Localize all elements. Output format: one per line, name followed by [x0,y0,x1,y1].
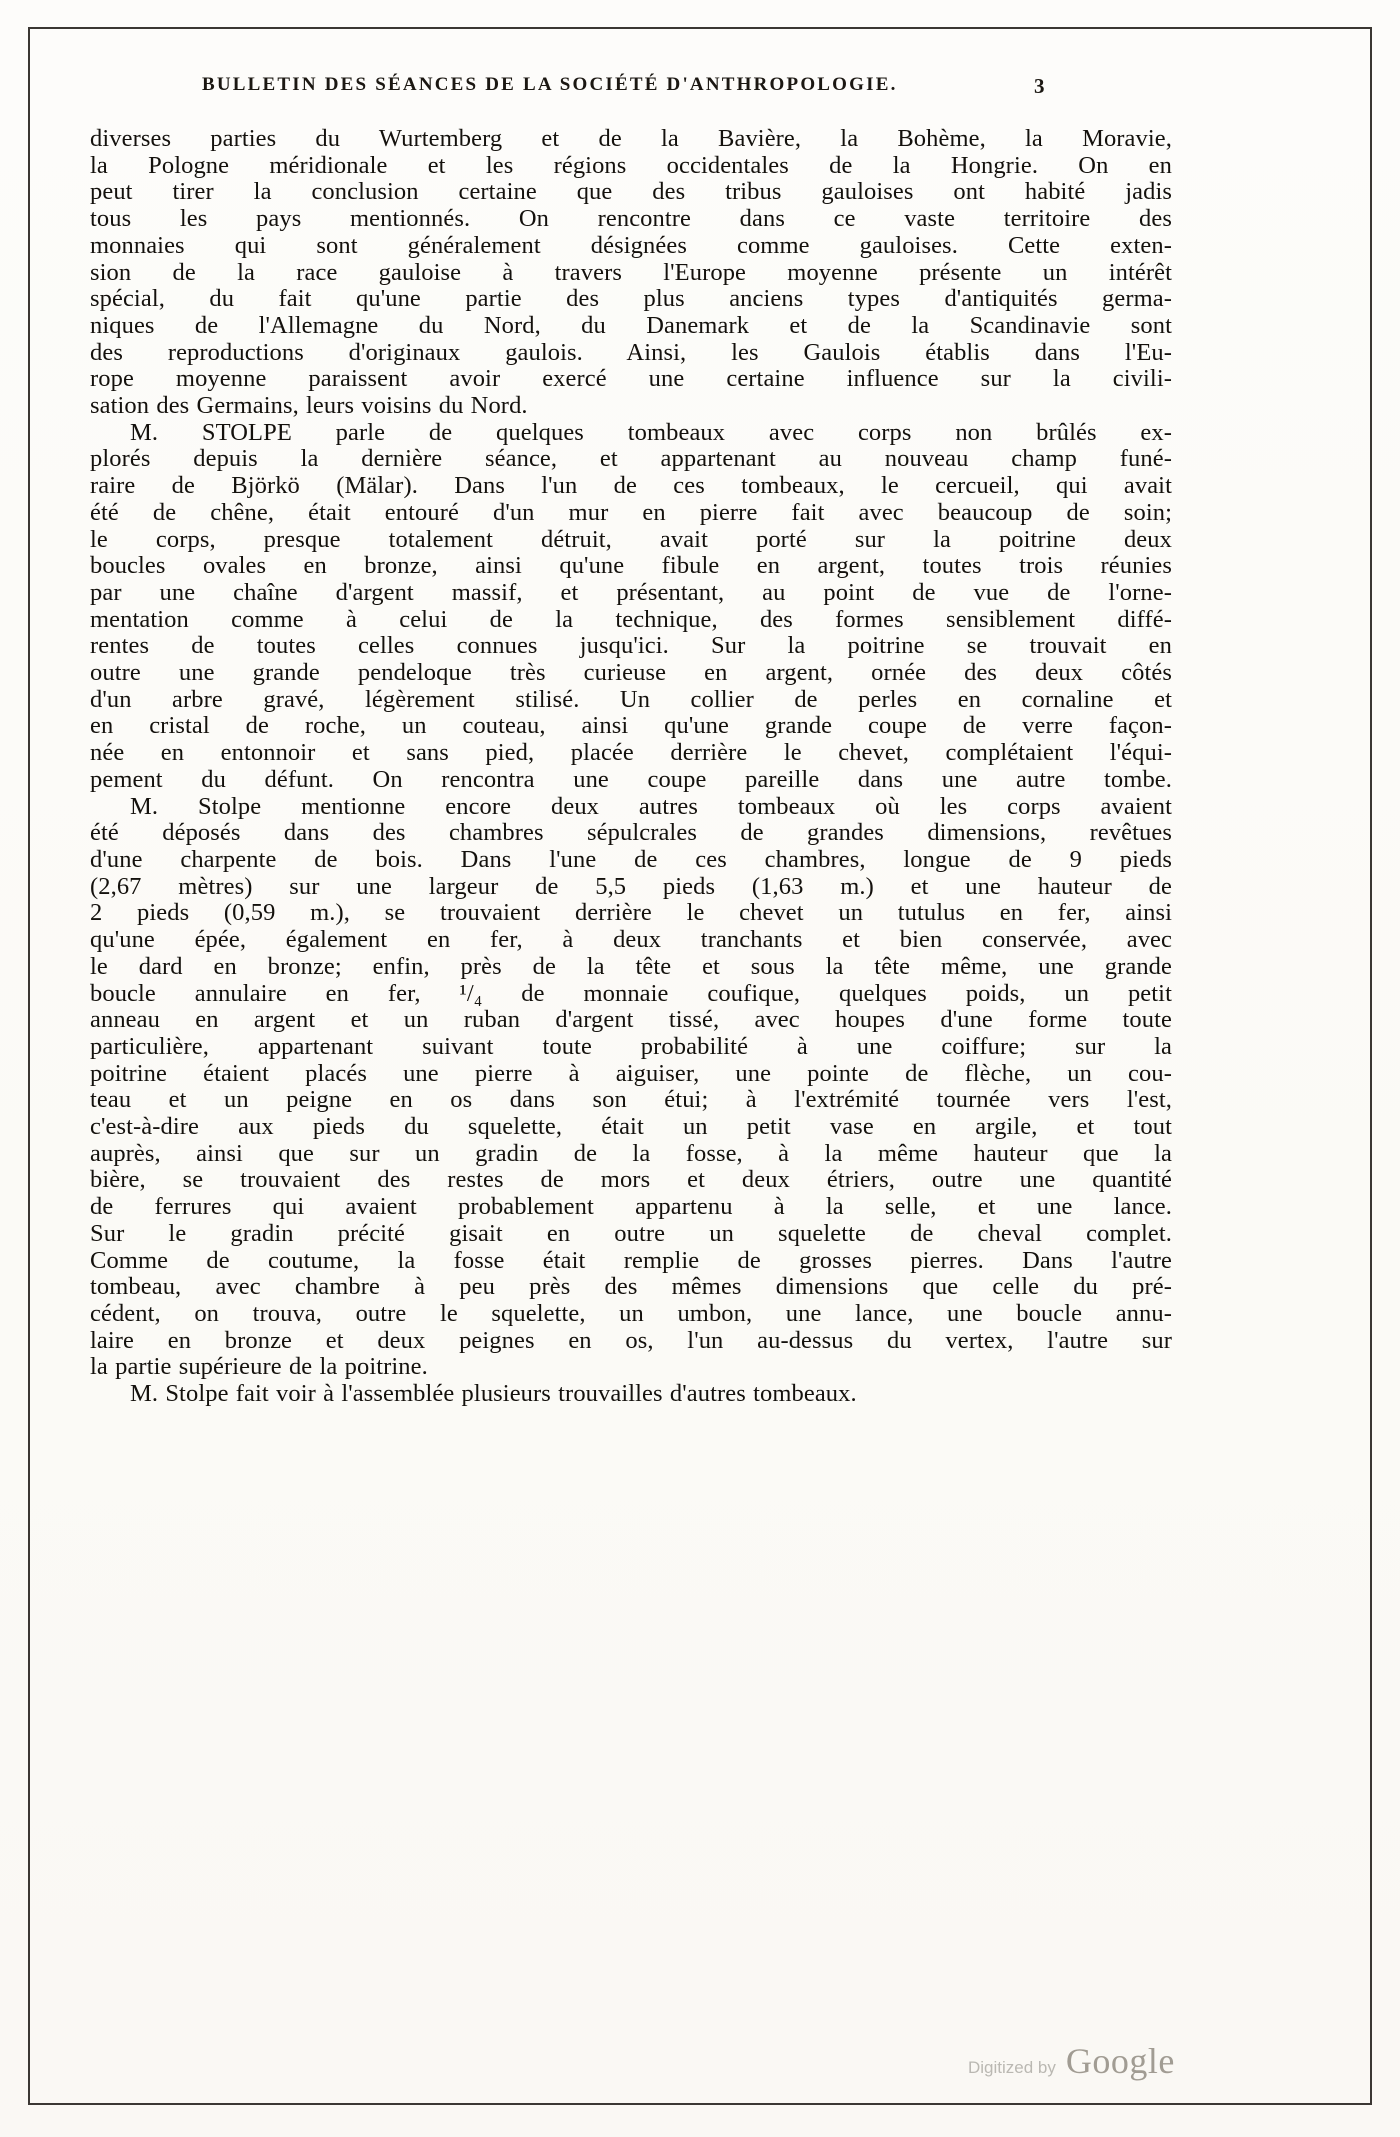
text-line: rope moyenne paraissent avoir exercé une certaine influence sur la civili- [90,365,1172,393]
text-line: en cristal de roche, un couteau, ainsi qu'une grande coupe de verre façon- [90,712,1172,740]
text-line: cédent, on trouva, outre le squelette, un umbon, une lance, une boucle annu- [90,1299,1172,1327]
text-line: tous les pays mentionnés. On rencontre dans ce vaste territoire des [90,205,1172,233]
text-line: le dard en bronze; enfin, près de la tête et sous la tête même, une grande [90,952,1172,980]
text-line: tombeau, avec chambre à peu près des mêmes dimensions que celle du pré- [90,1273,1172,1301]
text-line: 2 pieds (0,59 m.), se trouvaient derrière le chevet un tutulus en fer, ainsi [90,899,1172,927]
text-line: la Pologne méridionale et les régions occidentales de la Hongrie. On en [90,151,1172,179]
text-line: teau et un peigne en os dans son étui; à l'extrémité tournée vers l'est, [90,1086,1172,1114]
digitized-watermark [968,2040,1175,2082]
text-line: M. Stolpe mentionne encore deux autres tombeaux où les corps avaient [130,792,1172,820]
text-line: des reproductions d'originaux gaulois. Ainsi, les Gaulois établis dans l'Eu- [90,338,1172,366]
text-line: (2,67 mètres) sur une largeur de 5,5 pieds (1,63 m.) et une hauteur de [90,872,1172,900]
text-line: de ferrures qui avaient probablement appartenu à la selle, et une lance. [90,1193,1172,1221]
text-line: spécial, du fait qu'une partie des plus anciens types d'antiquités germa- [90,285,1172,313]
text-line: d'un arbre gravé, légèrement stilisé. Un collier de perles en cornaline et [90,685,1172,713]
text-line: sion de la race gauloise à travers l'Europe moyenne présente un intérêt [90,258,1172,286]
text-line: particulière, appartenant suivant toute probabilité à une coiffure; sur la [90,1032,1172,1060]
text-line: été de chêne, était entouré d'un mur en pierre fait avec beaucoup de soin; [90,498,1172,526]
text-line: peut tirer la conclusion certaine que des tribus gauloises ont habité jadis [90,178,1172,206]
text-line: poitrine étaient placés une pierre à aiguiser, une pointe de flèche, un cou- [90,1059,1172,1087]
text-line: Comme de coutume, la fosse était remplie de grosses pierres. Dans l'autre [90,1246,1172,1274]
paragraph [90,1381,1172,1408]
text-line: Sur le gradin précité gisait en outre un squelette de cheval complet. [90,1219,1172,1247]
text-line: anneau en argent et un ruban d'argent tissé, avec houpes d'une forme toute [90,1006,1172,1034]
body-text [90,126,1172,1408]
running-head [90,74,1172,104]
text-line: qu'une épée, également en fer, à deux tranchants et bien conservée, avec [90,926,1172,954]
text-line: d'une charpente de bois. Dans l'une de ces chambres, longue de 9 pieds [90,845,1172,873]
text-line: la partie supérieure de la poitrine. [90,1353,428,1381]
text-line: été déposés dans des chambres sépulcrales de grandes dimensions, revêtues [90,819,1172,847]
text-line: mentation comme à celui de la technique, des formes sensiblement diffé- [90,605,1172,633]
text-line: raire de Björkö (Mälar). Dans l'un de ces tombeaux, le cercueil, qui avait [90,472,1172,500]
text-line: outre une grande pendeloque très curieuse en argent, ornée des deux côtés [90,659,1172,687]
text-line: le corps, presque totalement détruit, avait porté sur la poitrine deux [90,525,1172,553]
text-line: diverses parties du Wurtemberg et de la Bavière, la Bohème, la Moravie, [90,125,1172,152]
text-line: niques de l'Allemagne du Nord, du Danemark et de la Scandinavie sont [90,311,1172,339]
google-logo: Google [1065,2041,1175,2081]
text-line: monnaies qui sont généralement désignées comme gauloises. Cette exten- [90,231,1172,259]
text-line: sation des Germains, leurs voisins du Nord. [90,392,528,420]
text-line: auprès, ainsi que sur un gradin de la fosse, à la même hauteur que la [90,1139,1172,1167]
text-line: née en entonnoir et sans pied, placée derrière le chevet, complétaient l'équi- [90,739,1172,767]
text-line: c'est-à-dire aux pieds du squelette, était un petit vase en argile, et tout [90,1113,1172,1141]
text-line: M. STOLPE parle de quelques tombeaux avec corps non brûlés ex- [130,418,1172,446]
text-line: boucle annulaire en fer, ¹/₄ de monnaie coufique, quelques poids, un petit [90,979,1172,1007]
paragraph [90,794,1172,1381]
text-line: boucles ovales en bronze, ainsi qu'une fibule en argent, toutes trois réunies [90,552,1172,580]
text-line: plorés depuis la dernière séance, et appartenant au nouveau champ funé- [90,445,1172,473]
page-number: 3 [1034,74,1045,98]
paragraph [90,126,1172,420]
text-line: bière, se trouvaient des restes de mors et deux étriers, outre une quantité [90,1166,1172,1194]
text-line: M. Stolpe fait voir à l'assemblée plusieurs trouvailles d'autres tombeaux. [130,1380,857,1408]
paragraph [90,420,1172,794]
running-title: BULLETIN DES SÉANCES DE LA SOCIÉTÉ D'ANTHROPOLOGIE. [202,74,898,95]
digitized-by-label: Digitized by [968,2058,1056,2077]
text-line: rentes de toutes celles connues jusqu'ici. Sur la poitrine se trouvait en [90,632,1172,660]
text-line: par une chaîne d'argent massif, et présentant, au point de vue de l'orne- [90,578,1172,606]
text-line: laire en bronze et deux peignes en os, l'un au-dessus du vertex, l'autre sur [90,1326,1172,1354]
text-line: pement du défunt. On rencontra une coupe pareille dans une autre tombe. [90,765,1172,793]
